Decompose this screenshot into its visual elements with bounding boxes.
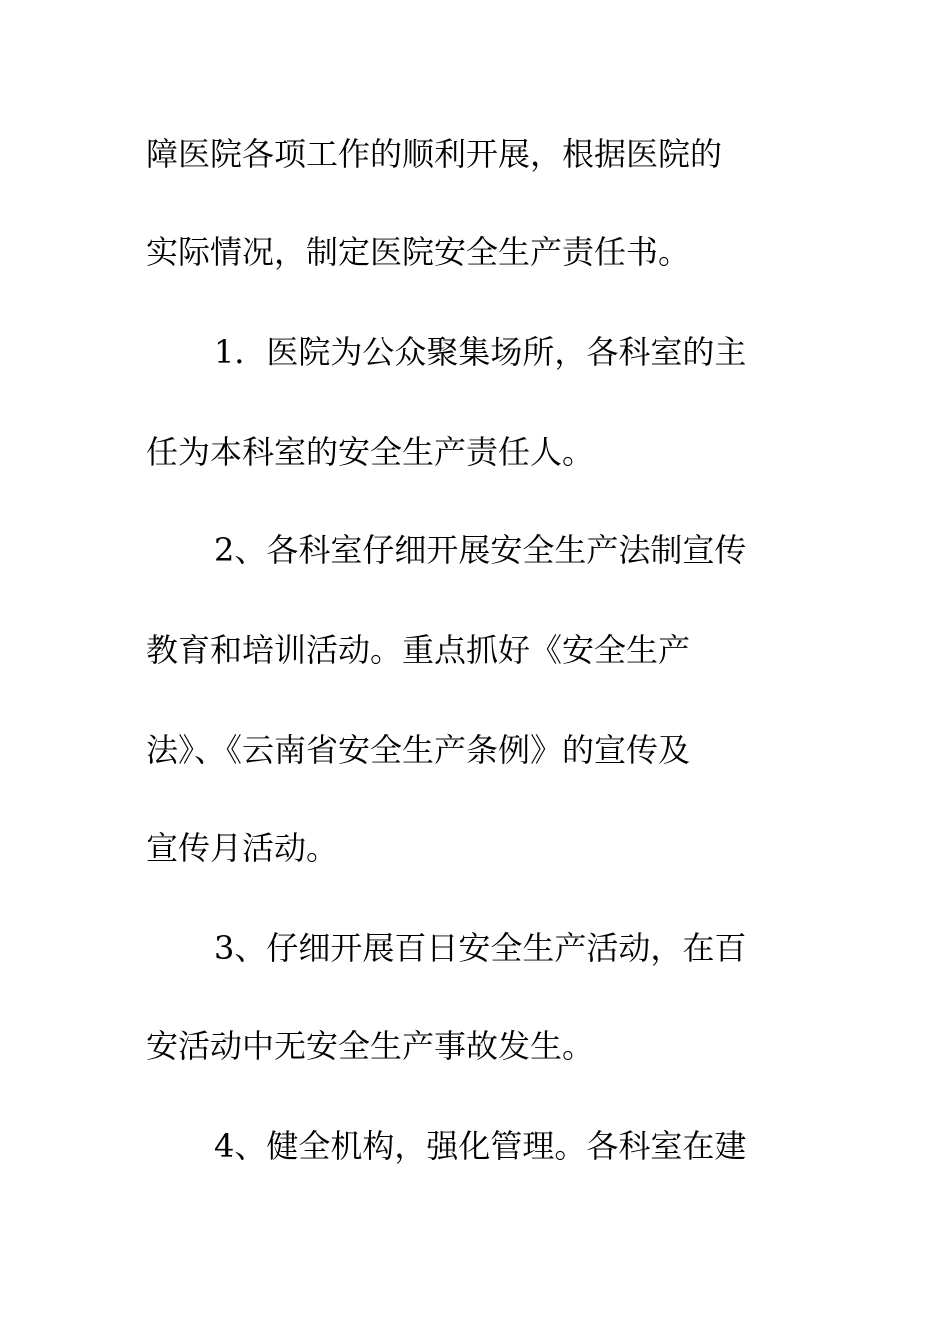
- paragraph-3-start: 3、仔细开展百日安全生产活动，在百: [214, 929, 747, 967]
- text-line: 障医院各项工作的顺利开展，根据医院的: [146, 135, 723, 173]
- paragraph-1-start: 1．医院为公众聚集场所，各科室的主: [214, 333, 747, 371]
- text-line: 法》、《云南省安全生产条例》的宣传及: [146, 731, 691, 769]
- text-line: 安活动中无安全生产事故发生。: [146, 1027, 595, 1065]
- paragraph-2-start: 2、各科室仔细开展安全生产法制宣传: [214, 531, 747, 569]
- text-line: 实际情况，制定医院安全生产责任书。: [146, 233, 691, 271]
- text-line: 宣传月活动。: [146, 829, 339, 867]
- text-line: 教育和培训活动。重点抓好《安全生产: [146, 631, 691, 669]
- text-line: 任为本科室的安全生产责任人。: [146, 433, 595, 471]
- paragraph-4-start: 4、健全机构，强化管理。各科室在建: [214, 1127, 747, 1165]
